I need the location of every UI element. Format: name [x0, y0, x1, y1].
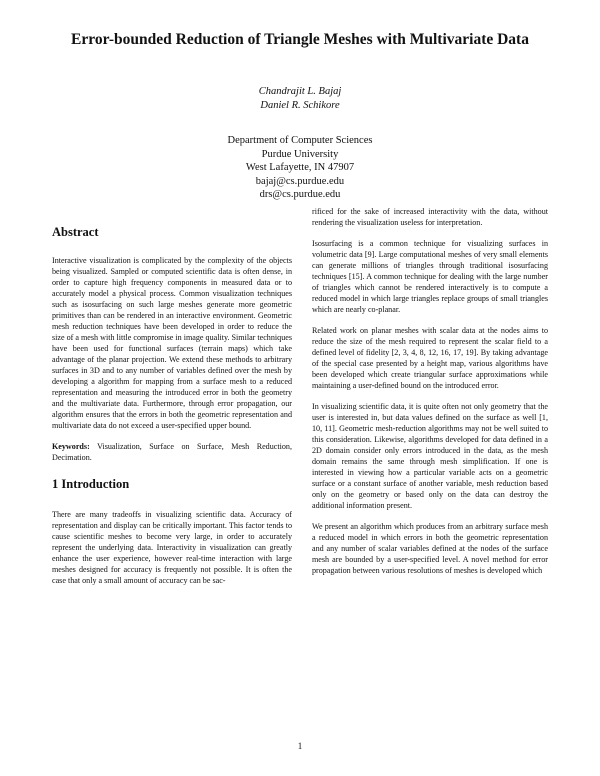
- affiliation-block: [50, 134, 550, 202]
- paper-title: Error-bounded Reduction of Triangle Meshes with Multivariate Data: [71, 31, 529, 48]
- affiliation-department: Department of Computer Sciences: [227, 135, 373, 146]
- introduction-paragraph: Related work on planar meshes with scalar data at the nodes aims to reduce the size of the mesh required to represent the scalar field to a defined level of fidelity [2, 3, 4, 8, 12, 16, 17, 19]. By taking advantage of the special case presented by a height map, various algorithms have been developed which create triangular surface approximations while maintaining a user-defined bound on the introduced error.: [312, 326, 548, 390]
- left-column: [52, 225, 292, 596]
- introduction-paragraph: Isosurfacing is a common technique for visualizing surfaces in volumetric data [9]. Large computational meshes of very small elements can generate millions of triangles through traditional isosurfacing techniques [15]. A common technique for dealing with the large number of triangles which cannot be rendered interactively is to compute a reduced model in which large triangles replace groups of small triangles which are nearly co-planar.: [312, 239, 548, 314]
- keywords-text: Visualization, Surface on Surface, Mesh Reduction, Decimation.: [52, 442, 292, 462]
- introduction-paragraph: We present an algorithm which produces from an arbitrary surface mesh a reduced model in which errors in both the geometric representation and any number of scalar variables defined at the nodes of the surface mesh are bounded by a user-specified level. A novel method for error propagation between various resolutions of meshes is developed which: [312, 522, 548, 575]
- introduction-paragraph: In visualizing scientific data, it is quite often not only geometry that the user is interested in, but data values defined on the surface as well [1, 10, 11]. Geometric mesh-reduction algorithms may not be well suited to this consideration. Likewise, algorithms developed for data defined in a 2D domain consider only errors introduced in the data, as the mesh domain remains the same through mesh simplification. If one is interested in viewing how a particular variable acts on a geometric surface or a constant surface of another variable, mesh reduction based only on the geometry or based only on the data can destroy the additional information present.: [312, 402, 548, 510]
- affiliation-address: West Lafayette, IN 47907: [245, 162, 355, 173]
- author-name: Daniel R. Schikore: [260, 99, 340, 111]
- keywords-label: Keywords:: [52, 442, 90, 451]
- abstract-text: Interactive visualization is complicated by the complexity of the objects being visualized. Sampled or computed scientific data is often dense, in order to capture high frequency components in measured data or to accurately model a physical process. Common visualization techniques such as isosurfacing on such large meshes generate more geometric primitives than can be rendered in an interactive environment. Geometric mesh reduction techniques have been developed in order to reduce the size of a mesh with little compromise in image quality. Similar techniques have been used for functional surfaces (terrain maps) which take advantage of the planar projection. We extend these methods to arbitrary surfaces in 3D and to any number of variables defined over the mesh by developing a algorithm for mapping from a surface mesh to a reduced representation and measuring the introduced error in both the geometry and the multivariate data. Furthermore, through error propagation, our algorithm ensures that the errors in both the geometric representation and multivariate data do not exceed a user-specified upper bound.: [52, 256, 292, 430]
- author-email: bajaj@cs.purdue.edu: [255, 175, 345, 187]
- right-column: [312, 206, 548, 586]
- author-email: drs@cs.purdue.edu: [259, 189, 341, 200]
- keywords-line: [52, 441, 292, 463]
- author-list: [50, 85, 550, 112]
- introduction-paragraph: There are many tradeoffs in visualizing scientific data. Accuracy of representation and display can be critically important. This factor tends to cause scientific meshes to become very large, in order to accurately represent the underlying data. Interactivity in visualization can greatly enhance the user experience, however real-time interaction with large meshes designed for accuracy is frequently not possible. It is often the case that only a small amount of accuracy can be sac-: [52, 510, 292, 585]
- introduction-paragraph: rificed for the sake of increased interactivity with the data, without rendering the visualization useless for interpretation.: [312, 207, 548, 227]
- abstract-heading: Abstract: [52, 225, 99, 239]
- author-name: Chandrajit L. Bajaj: [258, 86, 342, 97]
- affiliation-university: Purdue University: [261, 148, 339, 160]
- introduction-heading: 1 Introduction: [52, 477, 130, 491]
- page-number: 1: [297, 741, 303, 751]
